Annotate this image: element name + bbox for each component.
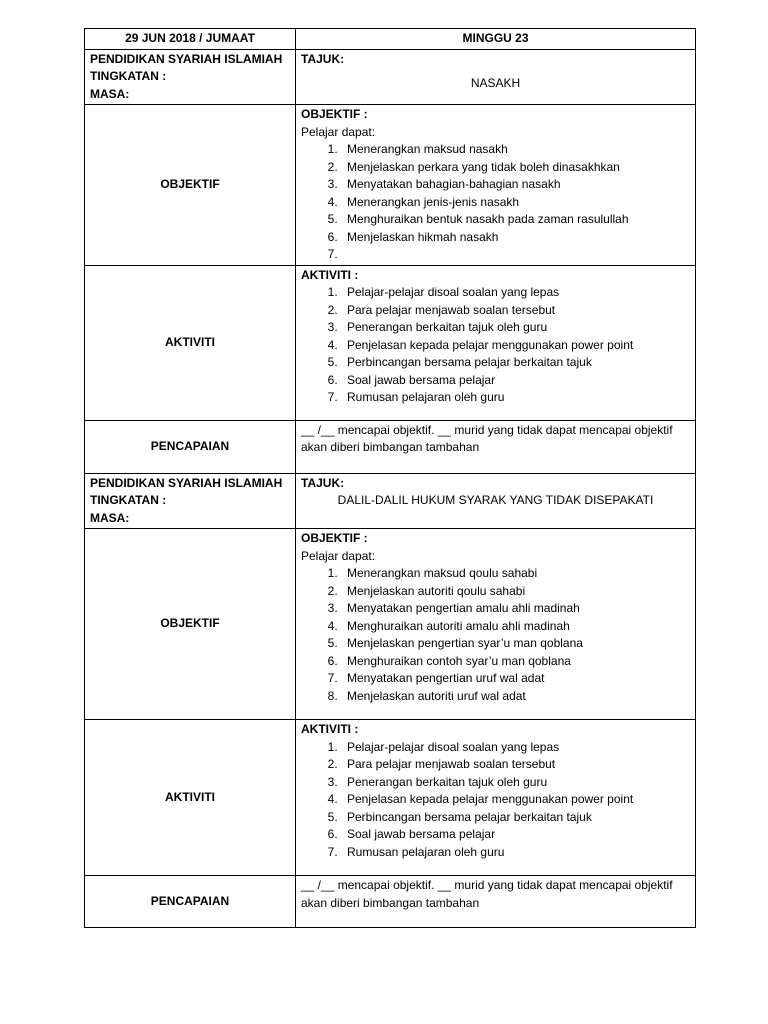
lesson-plan-sheet bbox=[84, 28, 696, 928]
subject-name: PENDIDIKAN SYARIAH ISLAMIAH bbox=[90, 51, 283, 66]
objektif-row-label: OBJEKTIF bbox=[85, 105, 296, 266]
subject-row bbox=[85, 473, 696, 529]
activity-item: 6. Soal jawab bersama pelajar bbox=[341, 826, 690, 844]
subject-row bbox=[85, 49, 696, 105]
objective-item bbox=[341, 246, 690, 264]
aktiviti-row-label: AKTIVITI bbox=[85, 265, 296, 420]
pelajar-dapat-label: Pelajar dapat: bbox=[301, 124, 376, 139]
tajuk-value: DALIL-DALIL HUKUM SYARAK YANG TIDAK DISEPAKATI bbox=[337, 493, 654, 507]
subject-name: PENDIDIKAN SYARIAH ISLAMIAH bbox=[90, 475, 283, 490]
activity-item: 4. Penjelasan kepada pelajar menggunakan power point bbox=[341, 791, 690, 809]
objective-item: 1. Menerangkan maksud nasakh bbox=[341, 141, 690, 159]
objektif-cell bbox=[296, 529, 696, 720]
aktiviti-row bbox=[85, 720, 696, 876]
aktiviti-row bbox=[85, 265, 696, 420]
activity-item: 7. Rumusan pelajaran oleh guru bbox=[341, 844, 690, 862]
subject-cell bbox=[85, 49, 296, 105]
objektif-cell bbox=[296, 105, 696, 266]
tajuk-cell bbox=[296, 49, 696, 105]
objective-item: 3. Menyatakan pengertian amalu ahli madinah bbox=[341, 600, 690, 618]
pencapaian-row-label: PENCAPAIAN bbox=[85, 420, 296, 473]
time-label: MASA: bbox=[90, 510, 130, 525]
objective-item: 3. Menyatakan bahagian-bahagian nasakh bbox=[341, 176, 690, 194]
pencapaian-text: __ /__ mencapai objektif. __ murid yang tidak dapat mencapai objektif akan diberi bimbangan tambahan bbox=[296, 876, 696, 928]
tajuk-label: TAJUK: bbox=[301, 51, 345, 66]
aktiviti-label: AKTIVITI : bbox=[301, 722, 359, 736]
objektif-row bbox=[85, 529, 696, 720]
aktiviti-cell bbox=[296, 265, 696, 420]
lesson-plan-table bbox=[84, 28, 696, 928]
tajuk-cell bbox=[296, 473, 696, 529]
activity-item: 2. Para pelajar menjawab soalan tersebut bbox=[341, 756, 690, 774]
objective-item: 5. Menjelaskan pengertian syar’u man qoblana bbox=[341, 635, 690, 653]
subject-cell bbox=[85, 473, 296, 529]
pencapaian-row bbox=[85, 876, 696, 928]
activity-item: 3. Penerangan berkaitan tajuk oleh guru bbox=[341, 774, 690, 792]
aktiviti-cell bbox=[296, 720, 696, 876]
activity-item: 3. Penerangan berkaitan tajuk oleh guru bbox=[341, 319, 690, 337]
level-label: TINGKATAN : bbox=[90, 69, 167, 83]
activity-item: 4. Penjelasan kepada pelajar menggunakan power point bbox=[341, 337, 690, 355]
objective-item: 8. Menjelaskan autoriti uruf wal adat bbox=[341, 688, 690, 706]
objective-item: 2. Menjelaskan perkara yang tidak boleh dinasakhkan bbox=[341, 159, 690, 177]
header-row bbox=[85, 29, 696, 50]
objektif-label: OBJEKTIF : bbox=[301, 107, 368, 121]
level-label: TINGKATAN : bbox=[90, 493, 167, 507]
objective-list bbox=[301, 565, 690, 705]
objektif-row bbox=[85, 105, 696, 266]
activity-list bbox=[301, 739, 690, 862]
date-cell: 29 JUN 2018 / JUMAAT bbox=[85, 29, 296, 50]
activity-item: 5. Perbincangan bersama pelajar berkaitan tajuk bbox=[341, 354, 690, 372]
pencapaian-row bbox=[85, 420, 696, 473]
pelajar-dapat-label: Pelajar dapat: bbox=[301, 548, 376, 563]
activity-item: 5. Perbincangan bersama pelajar berkaitan tajuk bbox=[341, 809, 690, 827]
objective-item: 6. Menjelaskan hikmah nasakh bbox=[341, 229, 690, 247]
activity-item: 6. Soal jawab bersama pelajar bbox=[341, 372, 690, 390]
activity-list bbox=[301, 284, 690, 407]
tajuk-label: TAJUK: bbox=[301, 475, 345, 490]
activity-item: 7. Rumusan pelajaran oleh guru bbox=[341, 389, 690, 407]
objective-item: 6. Menghuraikan contoh syar’u man qoblana bbox=[341, 653, 690, 671]
objective-list bbox=[301, 141, 690, 264]
objective-item: 4. Menghuraikan autoriti amalu ahli madinah bbox=[341, 618, 690, 636]
activity-item: 2. Para pelajar menjawab soalan tersebut bbox=[341, 302, 690, 320]
objektif-row-label: OBJEKTIF bbox=[85, 529, 296, 720]
objective-item: 5. Menghuraikan bentuk nasakh pada zaman rasulullah bbox=[341, 211, 690, 229]
objektif-label: OBJEKTIF : bbox=[301, 531, 368, 545]
objective-item: 2. Menjelaskan autoriti qoulu sahabi bbox=[341, 583, 690, 601]
tajuk-value: NASAKH bbox=[470, 76, 521, 90]
week-cell: MINGGU 23 bbox=[296, 29, 696, 50]
pencapaian-row-label: PENCAPAIAN bbox=[85, 876, 296, 928]
pencapaian-text: __ /__ mencapai objektif. __ murid yang tidak dapat mencapai objektif akan diberi bimbangan tambahan bbox=[296, 420, 696, 473]
time-label: MASA: bbox=[90, 86, 130, 101]
objective-item: 4. Menerangkan jenis-jenis nasakh bbox=[341, 194, 690, 212]
activity-item: 1. Pelajar-pelajar disoal soalan yang lepas bbox=[341, 739, 690, 757]
aktiviti-label: AKTIVITI : bbox=[301, 267, 359, 282]
objective-item: 1. Menerangkan maksud qoulu sahabi bbox=[341, 565, 690, 583]
objective-item: 7. Menyatakan pengertian uruf wal adat bbox=[341, 670, 690, 688]
aktiviti-row-label: AKTIVITI bbox=[85, 720, 296, 876]
activity-item: 1. Pelajar-pelajar disoal soalan yang lepas bbox=[341, 284, 690, 302]
